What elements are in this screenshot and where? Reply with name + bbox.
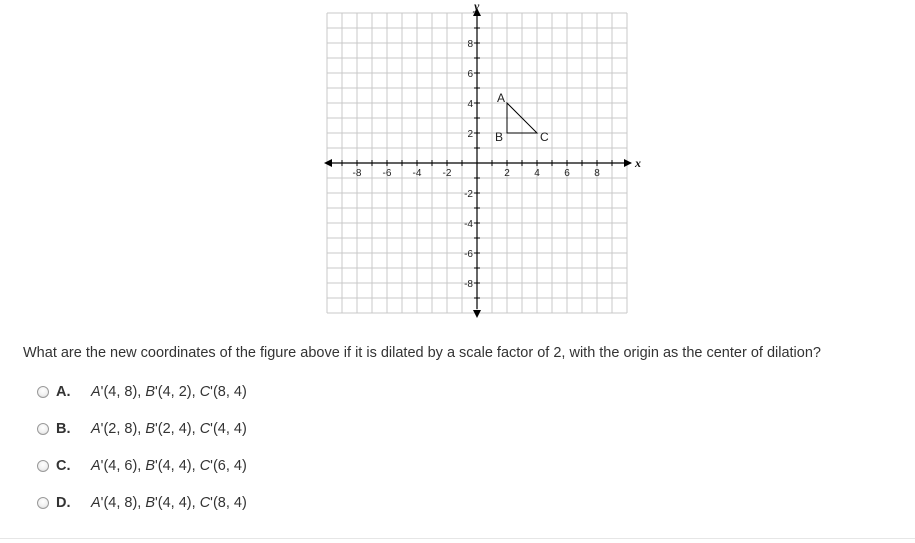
x-tick-label: -4: [412, 168, 422, 179]
y-tick-label: -4: [464, 219, 473, 230]
radio-button-b[interactable]: [37, 423, 49, 435]
radio-button-c[interactable]: [37, 460, 49, 472]
y-axis-label: y: [474, 0, 480, 13]
tick-labels: [353, 39, 601, 290]
choice-answer: A'(4, 8), B'(4, 2), C'(8, 4): [91, 384, 247, 400]
x-axis-label: x: [635, 156, 641, 170]
choice-a[interactable]: [37, 382, 247, 402]
question-text: What are the new coordinates of the figure above if it is dilated by a scale factor of 2, with the origin as the center of dilation?: [23, 345, 821, 361]
choice-b[interactable]: [37, 419, 247, 439]
choice-letter: D.: [56, 495, 71, 511]
y-tick-label: 2: [467, 129, 473, 140]
y-tick-label: -6: [464, 249, 473, 260]
axes: [324, 8, 632, 318]
y-axis-arrow-down: [473, 310, 481, 318]
y-tick-label: 6: [467, 69, 473, 80]
vertex-label-a: A: [497, 91, 506, 105]
x-tick-label: 6: [564, 168, 570, 179]
choice-answer: A'(4, 8), B'(4, 4), C'(8, 4): [91, 495, 247, 511]
vertex-label-b: B: [495, 130, 504, 144]
choice-d[interactable]: [37, 493, 247, 513]
choice-letter: B.: [56, 421, 71, 437]
choice-c[interactable]: [37, 456, 247, 476]
x-tick-label: 4: [534, 168, 540, 179]
choice-answer: A'(4, 6), B'(4, 4), C'(6, 4): [91, 458, 247, 474]
x-tick-label: -8: [352, 168, 362, 179]
x-tick-label: 8: [594, 168, 600, 179]
y-tick-label: -8: [464, 279, 473, 290]
x-axis-arrow-right: [624, 159, 632, 167]
choice-answer: A'(2, 8), B'(2, 4), C'(4, 4): [91, 421, 247, 437]
choice-letter: C.: [56, 458, 71, 474]
y-tick-label: 4: [467, 99, 473, 110]
radio-button-d[interactable]: [37, 497, 49, 509]
x-axis-arrow-left: [324, 159, 332, 167]
x-tick-label: -6: [382, 168, 392, 179]
vertex-label-c: C: [540, 130, 549, 144]
radio-button-a[interactable]: [37, 386, 49, 398]
x-tick-label: 2: [504, 168, 510, 179]
y-tick-label: 8: [467, 39, 473, 50]
divider: [0, 538, 915, 539]
choice-letter: A.: [56, 384, 71, 400]
x-tick-label: -2: [442, 168, 452, 179]
y-tick-label: -2: [464, 189, 473, 200]
coordinate-graph: [0, 0, 650, 330]
